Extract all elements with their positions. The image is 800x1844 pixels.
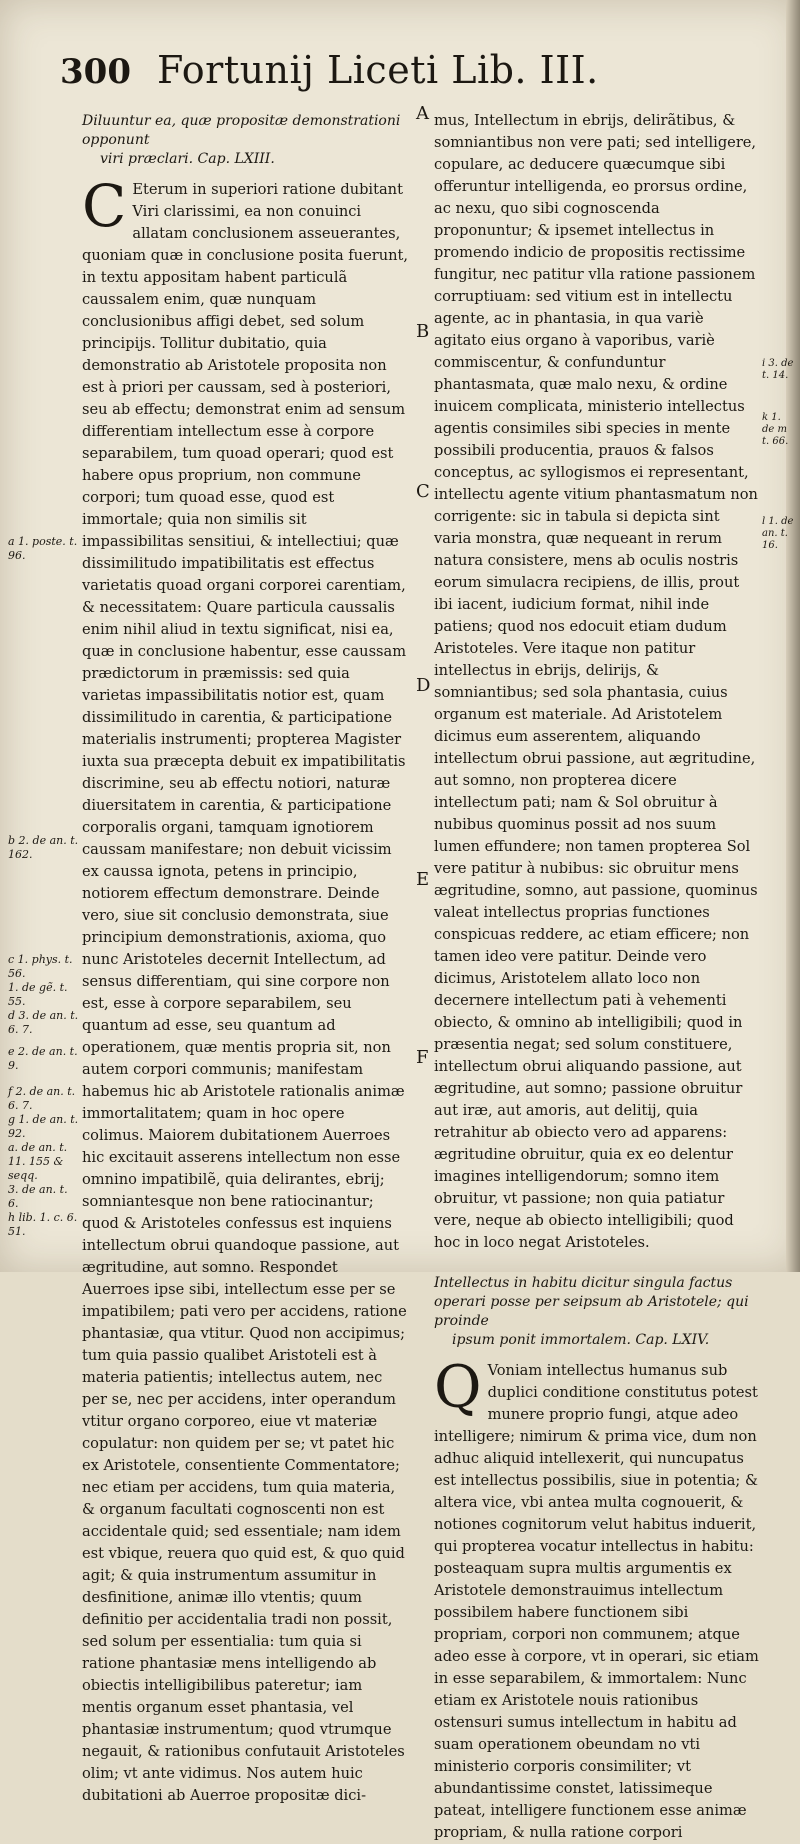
- margin-note: d 3. de an. t. 6. 7.: [8, 1009, 79, 1036]
- margin-note: g 1. de an. t. 92.: [8, 1113, 79, 1140]
- drop-cap: C: [82, 172, 127, 240]
- page-edge: [786, 0, 800, 1272]
- chapter-heading-lxiii: [82, 112, 408, 169]
- margin-note: b 2. de an. t. 162.: [8, 834, 79, 861]
- margin-note: e 2. de an. t. 9.: [8, 1045, 78, 1072]
- margin-note: 3. de an. t. 6.: [8, 1183, 68, 1210]
- margin-note: k 1. de m t. 66.: [762, 412, 789, 447]
- margin-note: h lib. 1. c. 6. 51.: [8, 1211, 78, 1238]
- margin-note: f 2. de an. t. 6. 7.: [8, 1085, 76, 1112]
- page-number: 300: [60, 52, 131, 92]
- paragraph: mus, Intellectum in ebrijs, delirãtibus, & somniantibus non vere pati; sed intelligere, copulare, ac deducere quæcumque sibi offeruntur intelligenda, eo prorsus ordine, ac nexu, quo sibi cognoscenda proponuntur; & ipsemet intellectus in promendo indicio de propositis rectissime fungitur, nec patitur vlla ratione passionem corruptiuam: sed vitium est in intellectu agente, ac in phantasia, in qua variè agitato eius organo à vaporibus, variè commiscentur, & confunduntur phantasmata, quæ malo nexu, & ordine inuicem complicata, ministerio intellectus agentis consimiles sibi species in mente possibili producentia, prauos & falsos conceptus, ac syllogismos ei representant, intellectu agente vitium phantasmatum non corrigente: sic in tabula si depicta sint varia monstra, quæ nequeant in rerum natura consistere, mens ab oculis nostris eorum simulacra recipiens, de illis, prout ibi iacent, iudicium format, nihil inde patiens; quod nos edocuit etiam dudum Aristoteles. Vere itaque non patitur intellectus in ebrijs, delirijs, & somniantibus; sed sola phantasia, cuius organum est materiale. Ad Aristotelem dicimus eum asserentem, aliquando intellectum obrui passione, aut ægritudine, aut somno, non propterea dicere intellectum pati; nam & Sol obruitur à nubibus quominus possit ad nos suum lumen effundere; non tamen propterea Sol vere patitur à nubibus: sic obruitur mens ægritudine, somno, aut passione, quominus valeat intellectus proprias functiones conspicuas reddere, ac etiam efficere; non tamen ideo vere patitur. Deinde vero dicimus, Aristotelem allato loco non decernere intellectum pati à vehementi obiecto, & omnino ab intelligibili; quod in præsentia negat; sed solum constituere, intellectum obrui aliquando passione, aut ægritudine, aut somno; passione obruitur aut iræ, aut amoris, aut delitij, quia retrahitur ab obiecto vero ad apparens: ægritudine obruitur, quia ex eo delentur imagines intelligendorum; somno item obruitur, vt passione; non quia patiatur vere, neque ab obiecto intelligibili; quod hoc in loco negat Aristoteles.: [434, 112, 758, 1251]
- running-head: Fortunij Liceti Lib. III.: [156, 48, 599, 92]
- chapter-heading-line: Diluuntur ea, quæ propositæ demonstrationi opponunt: [82, 113, 401, 148]
- section-letter: C: [416, 481, 430, 502]
- chapter-heading-lxiv: [434, 1274, 760, 1350]
- chapter-heading-line: viri præclari. Cap. LXIII.: [100, 151, 275, 167]
- paragraph: [82, 172, 408, 1807]
- margin-note: i 3. de t. 14.: [762, 358, 794, 381]
- section-letter: D: [416, 675, 431, 696]
- chapter-heading-line: ipsum ponit immortalem. Cap. LXIV.: [452, 1332, 710, 1348]
- section-letter: F: [416, 1047, 429, 1068]
- section-letter: B: [416, 321, 430, 342]
- drop-cap: Q: [434, 1353, 482, 1421]
- chapter-heading-line: Intellectus in habitu dicitur singula factus operari posse per seipsum ab Aristotele; qui proinde: [434, 1275, 749, 1329]
- margin-note: a. de an. t. 11. 155 & seqq.: [8, 1141, 68, 1182]
- margin-note: c 1. phys. t. 56.: [8, 953, 73, 980]
- left-column: [82, 110, 408, 1807]
- section-letter: E: [416, 869, 430, 890]
- margin-note: 1. de gẽ. t. 55.: [8, 981, 68, 1008]
- page-header: [60, 48, 600, 104]
- right-column: [434, 110, 760, 1844]
- margin-note: a 1. poste. t. 96.: [8, 535, 78, 562]
- margin-note: l 1. de an. t. 16.: [762, 516, 794, 551]
- paragraph: [434, 1353, 760, 1844]
- section-letter: A: [416, 103, 429, 124]
- paragraph-text: Voniam intellectus humanus sub duplici conditione constitutus potest munere proprio fungi, atque adeo intelligere; nimirum & prima vice, dum non adhuc aliquid intellexerit, qui nuncupatus est intellectus possibilis, siue in potentia; & altera vice, vbi antea multa cognouerit, & notiones cognitorum velut habitus induerit, qui propterea vocatur intellectus in habitu: posteaquam supra multis argumentis ex Aristotele demonstrauimus intellectum possibilem habere functionem sibi propriam, corpori non communem; atque adeo esse à corpore, vt in operari, sic etiam in esse separabilem, & immortalem: Nunc etiam ex Aristotele nouis rationibus ostensuri sumus intellectum in habitu ad suam operationem obeundam no vti ministerio corporis consimiliter; vt abundantissime constet, latissimeque pateat, intelligere functionem esse animæ propriam, & nulla ratione corpori: [434, 1362, 759, 1841]
- paragraph-text: Eterum in superiori ratione dubitant Viri clarissimi, ea non conuinci allatam conclusionem asseuerantes, quoniam quæ in conclusione posita fuerunt, in textu appositam habent particulã caussalem enim, quæ nunquam conclusionibus affigi debet, sed solum principijs. Tollitur dubitatio, quia demonstratio ab Aristotele proposita non est à priori per caussam, sed à posteriori, seu ab effectu; demonstrat enim ad sensum differentiam intellectum esse à corpore separabilem, tum quoad operari; quod est habere opus proprium, non commune corpori; tum quoad esse, quod est immortale; quia non similis sit impassibilitas sensitiui, & intellectiui; quæ dissimilitudo impatibilitatis est effectus varietatis quoad organi corporei carentiam, & necessitatem: Quare particula caussalis enim nihil aliud in textu significat, nisi ea, quæ in conclusione habentur, esse caussam prædictorum in præmissis: sed quia varietas impassibilitatis notior est, quam dissimilitudo in carentia, & participatione materialis instrumenti; propterea Magister iuxta sua præcepta debuit ex impatibilitatis discrimine, seu ab effectu notiori, naturæ diuersitatem in carentia, & participatione corporalis organi, tamquam ignotiorem caussam manifestare; non debuit vicissim ex caussa ignota, petens in principio, notiorem effectum demonstrare. Deinde vero, siue sit conclusio demonstrata, siue principium demonstrationis, axioma, quo nunc Aristoteles decernit Intellectum, ad sensus differentiam, qui sine corpore non est, esse à corpore separabilem, seu quantum ad esse, seu quantum ad operationem, quæ mentis propria sit, non autem corpori communis; manifestam habemus hic ab Aristotele rationalis animæ immortalitatem; quam in hoc opere colimus. Maiorem dubitationem Auerroes hic excitauit asserens intellectum non esse omnino impatibilẽ, quia delirantes, ebrij; somniantesque non bene ratiocinantur; quod & Aristoteles confessus est inquiens intellectum obrui quandoque passione, aut ægritudine, aut somno. Respondet Auerroes ipse sibi, intellectum esse per se impatibilem; pati vero per accidens, ratione phantasiæ, qua vtitur. Quod non accipimus; tum quia passio qualibet Aristoteli est à materia patientis; intellectus autem, nec per se, nec per accidens, inter operandum vtitur organo corporeo, eiue vt materiæ copulatur: non quidem per se; vt patet hic ex Aristotele, consentiente Commentatore; nec etiam per accidens, tum quia materia, & organum facultati cognoscenti non est accidentale quid; sed essentiale; nam idem est vbique, reuera quo quid est, & quo quid agit; & quia instrumentum assumitur in desfinitione, animæ illo vtentis; quum definitio per accidentalia tradi non possit, sed solum per essentialia: tum quia si ratione phantasiæ mens intelligendo ab obiectis intelligibilibus pateretur; iam mentis organum esset phantasia, vel phantasiæ instrumentum; quod vtrumque negauit, & rationibus confutauit Aristoteles olim; vt ante vidimus. Nos autem huic dubitationi ab Auerroe propositæ dici-: [82, 181, 408, 1804]
